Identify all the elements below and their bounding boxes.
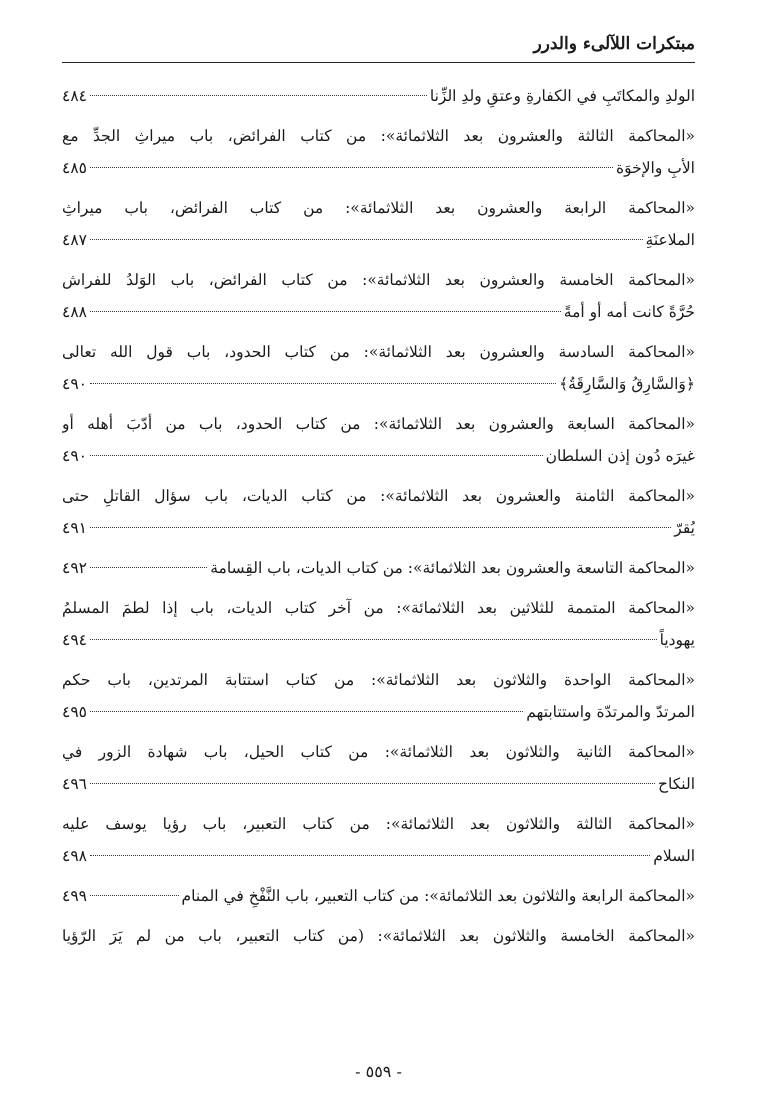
running-header <box>62 32 695 63</box>
toc-entry-text: الأبِ والإخوَة <box>615 159 695 177</box>
dot-leader <box>90 311 561 312</box>
toc-page-number: ٤٩٥ <box>62 703 87 721</box>
toc-page-number: ٤٩٠ <box>62 447 87 465</box>
toc-entry-last-line <box>62 552 695 584</box>
toc-page-number: ٤٩٩ <box>62 887 87 905</box>
toc-entry-line: «المحاكمة الثامنة والعشرون بعد الثلاثمائة»: من كتاب الديات، باب سؤال القاتلِ حتى <box>62 487 695 505</box>
toc-entry <box>62 592 695 656</box>
dot-leader <box>90 855 650 856</box>
toc-entry-last-line <box>62 696 695 728</box>
toc-entry-line: «المحاكمة الواحدة والثلاثون بعد الثلاثمائة»: من كتاب استتابة المرتدين، باب حكم <box>62 671 695 689</box>
toc-entry-line: «المحاكمة السابعة والعشرون بعد الثلاثمائة»: من كتاب الحدود، باب من أدّبَ أهله أو <box>62 415 695 433</box>
toc-entry-text: الولدِ والمكاتَبِ في الكفارةِ وعتقِ ولدِ الزِّنا <box>429 87 695 105</box>
toc-entry-text: حُرَّةً كانت أمه أو أمةً <box>563 303 695 321</box>
toc-entry-line: «المحاكمة الثانية والثلاثون بعد الثلاثمائة»: من كتاب الحيل، باب شهادة الزور في <box>62 743 695 761</box>
toc-entry-line: «المحاكمة السادسة والعشرون بعد الثلاثمائة»: من كتاب الحدود، باب قول الله تعالى <box>62 343 695 361</box>
toc-page-number: ٤٨٤ <box>62 87 87 105</box>
toc-entry <box>62 120 695 184</box>
toc-entry-last-line <box>62 368 695 400</box>
dot-leader <box>90 527 671 528</box>
toc-entry-last-line <box>62 768 695 800</box>
toc-entry <box>62 336 695 400</box>
toc-entry-line: «المحاكمة المتممة للثلاثين بعد الثلاثمائة»: من آخر كتاب الديات، باب إذا لطمَ المسلمُ <box>62 599 695 617</box>
dot-leader <box>90 895 179 896</box>
toc-entry-last-line <box>62 440 695 472</box>
toc-entry <box>62 664 695 728</box>
running-title: مبتكرات اللآلىء والدرر <box>533 34 695 54</box>
toc-entry <box>62 920 695 952</box>
toc-entry-text: يهودياً <box>659 631 695 649</box>
dot-leader <box>90 783 655 784</box>
toc-entry-last-line <box>62 624 695 656</box>
toc-entry-last-line <box>62 512 695 544</box>
page-number: - ٥٥٩ - <box>355 1062 402 1081</box>
toc-entry-text: يُقرّ <box>674 519 695 537</box>
toc-entry-last-line <box>62 80 695 112</box>
toc-entry-text: النكاح <box>658 775 695 793</box>
toc-entry <box>62 264 695 328</box>
toc-entry-text: «المحاكمة التاسعة والعشرون بعد الثلاثمائة»: من كتاب الديات، باب القِسامة <box>210 559 695 577</box>
toc-entry-line: «المحاكمة الرابعة والعشرون بعد الثلاثمائة»: من كتاب الفرائض، باب ميراثِ <box>62 199 695 217</box>
dot-leader <box>90 455 543 456</box>
toc-entry-last-line <box>62 152 695 184</box>
dot-leader <box>90 239 643 240</box>
toc-page-number: ٤٨٨ <box>62 303 87 321</box>
dot-leader <box>90 167 613 168</box>
toc-entry-text: الملاعنَةِ <box>645 231 695 249</box>
toc-entry <box>62 808 695 872</box>
dot-leader <box>90 711 523 712</box>
toc-entry <box>62 736 695 800</box>
dot-leader <box>90 95 427 96</box>
dot-leader <box>90 567 207 568</box>
dot-leader <box>90 383 556 384</box>
dot-leader <box>90 639 657 640</box>
toc-entry-line: «المحاكمة الخامسة والعشرون بعد الثلاثمائة»: من كتاب الفرائض، باب الوَلدُ للفراش <box>62 271 695 289</box>
toc-entry-text: السلام <box>653 847 695 865</box>
toc-entry-line: «المحاكمة الثالثة والثلاثون بعد الثلاثمائة»: من كتاب التعبير، باب رؤيا يوسف عليه <box>62 815 695 833</box>
toc-page-number: ٤٨٥ <box>62 159 87 177</box>
toc-entry-last-line <box>62 840 695 872</box>
toc-page-number: ٤٩٠ <box>62 375 87 393</box>
toc-entry <box>62 408 695 472</box>
toc-page-number: ٤٩١ <box>62 519 87 537</box>
toc-entry-line: «المحاكمة الثالثة والعشرون بعد الثلاثمائة»: من كتاب الفرائض، باب ميراثِ الجدِّ مع <box>62 127 695 145</box>
toc-entry <box>62 80 695 112</box>
toc-entry-last-line <box>62 224 695 256</box>
toc-page-number: ٤٩٢ <box>62 559 87 577</box>
toc-entry-text: ﴿وَالسَّارِقُ وَالسَّارِقَةُ﴾ <box>559 375 695 393</box>
toc-page-number: ٤٩٨ <box>62 847 87 865</box>
toc-entry-line: «المحاكمة الخامسة والثلاثون بعد الثلاثمائة»: (من كتاب التعبير، باب من لم يَرَ الرّؤيا <box>62 927 695 945</box>
toc-entry <box>62 480 695 544</box>
toc-entry <box>62 880 695 912</box>
toc-page-number: ٤٨٧ <box>62 231 87 249</box>
toc-entry-text: المرتدّ والمرتدّة واستتابتهم <box>526 703 695 721</box>
toc-entry-last-line <box>62 296 695 328</box>
toc-page-number: ٤٩٤ <box>62 631 87 649</box>
toc-entry <box>62 552 695 584</box>
table-of-contents <box>62 80 695 960</box>
toc-page-number: ٤٩٦ <box>62 775 87 793</box>
toc-entry <box>62 192 695 256</box>
toc-entry-text: غيرَه دُون إذن السلطان <box>545 447 695 465</box>
toc-entry-last-line <box>62 880 695 912</box>
toc-entry-text: «المحاكمة الرابعة والثلاثون بعد الثلاثمائة»: من كتاب التعبير، باب النَّفْخِ في المنام <box>181 887 695 905</box>
